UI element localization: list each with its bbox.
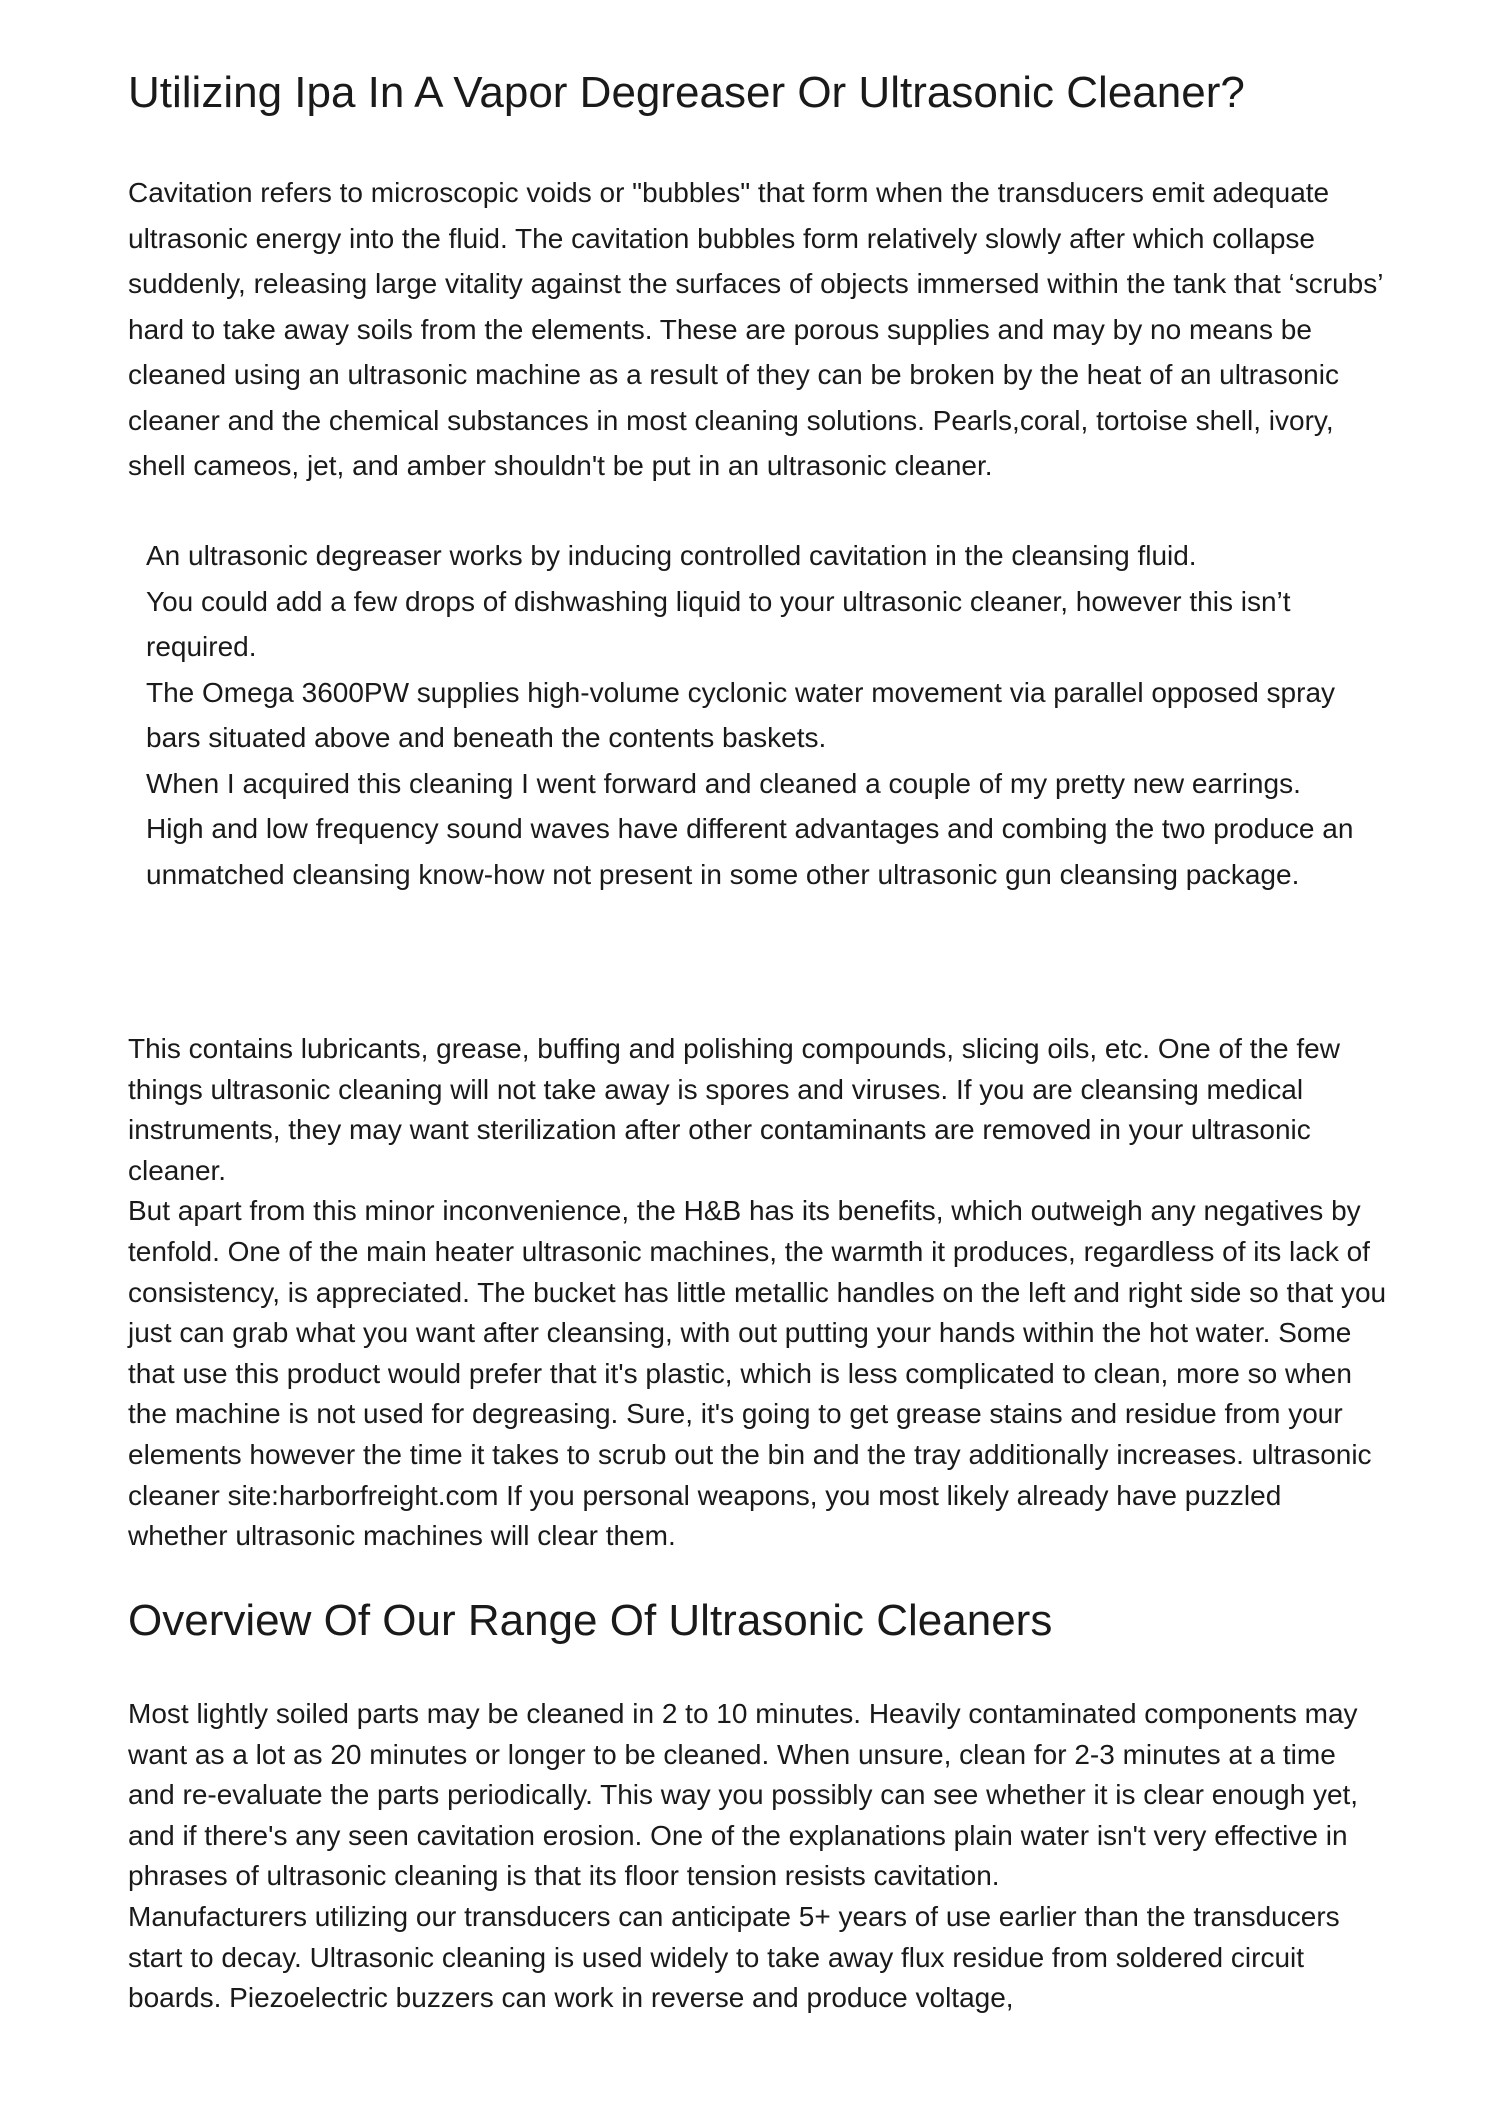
list-item: High and low frequency sound waves have different advantages and combing the two produce an unmatched cleansing know-how not present in some other ultrasonic gun cleansing package. [146, 813, 1354, 890]
list-item: You could add a few drops of dishwashing liquid to your ultrasonic cleaner, however this isn’t required. [146, 585, 1291, 662]
list-item: An ultrasonic degreaser works by inducing controlled cavitation in the cleansing fluid. [146, 540, 1197, 571]
intro-paragraph: Cavitation refers to microscopic voids or "bubbles" that form when the transducers emit adequate ultrasonic energy into the fluid. The cavitation bubbles form relatively slowly after which collapse suddenly, releasing large vitality against the surfaces of objects immersed within the tank that ‘scrubs’ hard to take away soils from the elements. These are porous supplies and may by no means be cleaned using an ultrasonic machine as a result of they can be broken by the heat of an ultrasonic cleaner and the chemical substances in most cleaning solutions. Pearls,coral, tortoise shell, ivory, shell cameos, jet, and amber shouldn't be put in an ultrasonic cleaner. [128, 177, 1383, 481]
bullet-list [146, 533, 1388, 897]
section-paragraph: Most lightly soiled parts may be cleaned in 2 to 10 minutes. Heavily contaminated components may want as a lot as 20 minutes or longer to be cleaned. When unsure, clean for 2-3 minutes at a time and re-evaluate the parts periodically. This way you possibly can see whether it is clear enough yet, and if there's any seen cavitation erosion. One of the explanations plain water isn't very effective in phrases of ultrasonic cleaning is that its floor tension resists cavitation. Manufacturers utilizing our transducers can anticipate 5+ years of use earlier than the transducers start to decay. Ultrasonic cleaning is used widely to take away flux residue from soldered circuit boards. Piezoelectric buzzers can work in reverse and produce voltage, [128, 1698, 1359, 2014]
list-item: The Omega 3600PW supplies high-volume cyclonic water movement via parallel opposed spray bars situated above and beneath the contents baskets. [146, 676, 1336, 753]
section-heading: Overview Of Our Range Of Ultrasonic Cleaners [128, 1596, 1053, 1645]
page-title: Utilizing Ipa In A Vapor Degreaser Or Ultrasonic Cleaner? [128, 68, 1245, 117]
list-item: When I acquired this cleaning I went forward and cleaned a couple of my pretty new earrings. [146, 767, 1301, 799]
body-paragraph: This contains lubricants, grease, buffing and polishing compounds, slicing oils, etc. One of the few things ultrasonic cleaning will not take away is spores and viruses. If you are cleansing medical instruments, they may want sterilization after other contaminants are removed in your ultrasonic cleaner. But apart from this minor inconvenience, the H&B has its benefits, which outweigh any negatives by tenfold. One of the main heater ultrasonic machines, the warmth it produces, regardless of its lack of consistency, is appreciated. The bucket has little metallic handles on the left and right side so that you just can grab what you want after cleansing, with out putting your hands within the hot water. Some that use this product would prefer that it's plastic, which is less complicated to clean, more so when the machine is not used for degreasing. Sure, it's going to get grease stains and residue from your elements however the time it takes to scrub out the bin and the tray additionally increases. ultrasonic cleaner site:harborfreight.com If you personal weapons, you most likely already have puzzled whether ultrasonic machines will clear them. [128, 1033, 1387, 1552]
